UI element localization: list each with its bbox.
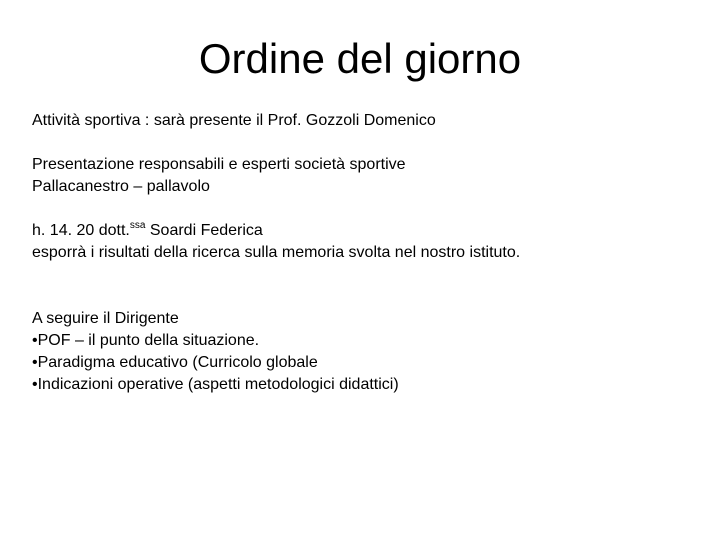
title-superscript: ssa: [129, 220, 146, 231]
bullet-item: •Paradigma educativo (Curricolo globale: [32, 354, 318, 371]
schedule-prefix: h. 14. 20 dott.: [32, 222, 130, 239]
director-line: A seguire il Dirigente: [32, 310, 179, 327]
bullet-item: •Indicazioni operative (aspetti metodologici didattici): [32, 376, 399, 393]
spacer: [32, 264, 702, 308]
slide-title: Ordine del giorno: [198, 35, 522, 82]
sports-activity-line: Attività sportiva : sarà presente il Prof. Gozzoli Domenico: [32, 112, 436, 129]
presentation-line: Presentazione responsabili e esperti società sportive: [32, 156, 406, 173]
schedule-name: Soardi Federica: [145, 222, 263, 239]
sports-list-line: Pallacanestro – pallavolo: [32, 178, 210, 195]
bullet-item: •POF – il punto della situazione.: [32, 332, 260, 349]
spacer: [32, 198, 702, 220]
spacer: [32, 132, 702, 154]
research-line: esporrà i risultati della ricerca sulla memoria svolta nel nostro istituto.: [32, 244, 521, 261]
schedule-line: [32, 220, 702, 242]
slide-body: [32, 110, 702, 396]
